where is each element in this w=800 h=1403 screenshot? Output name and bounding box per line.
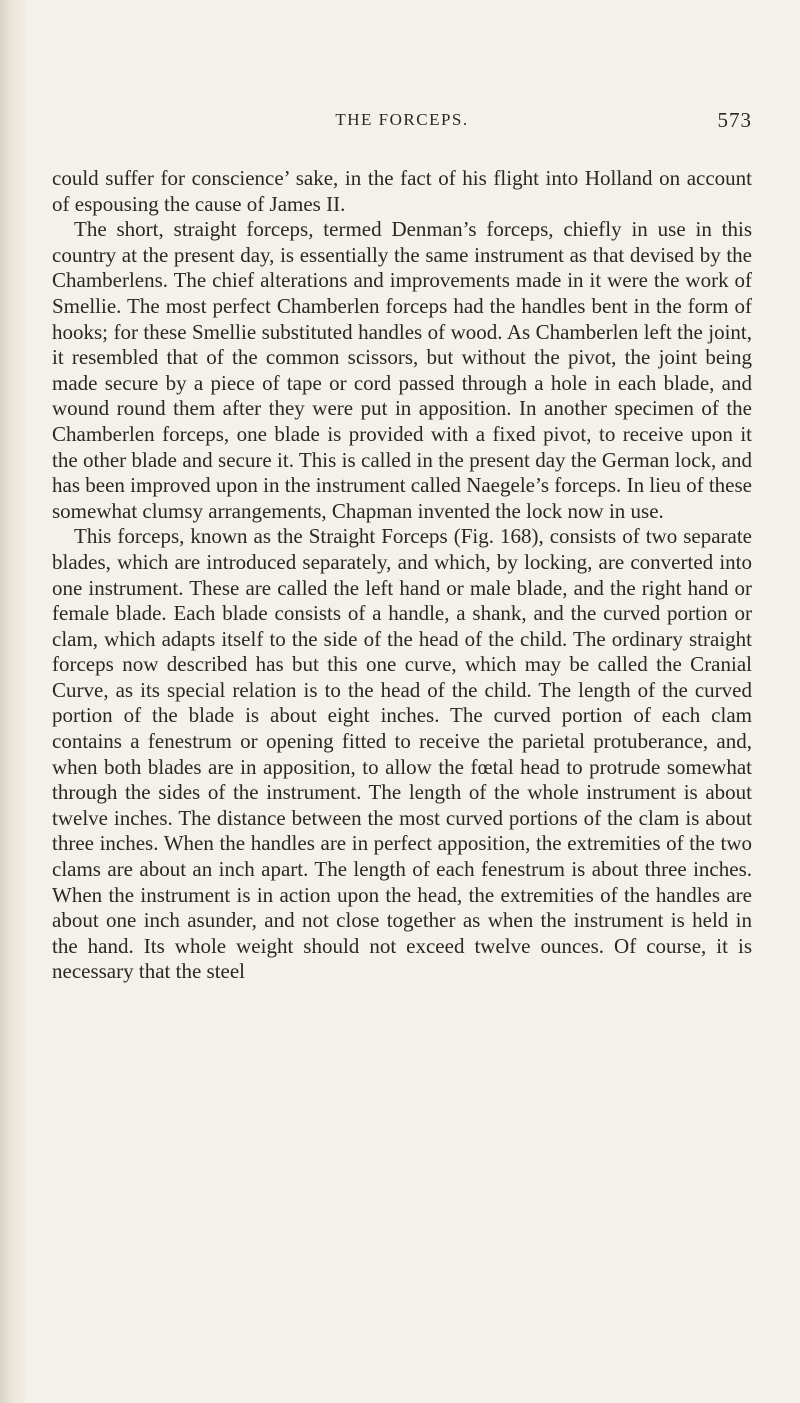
running-head	[52, 108, 752, 138]
body-text	[52, 166, 752, 985]
paragraph-2: The short, straight forceps, termed Denman’s forceps, chiefly in use in this country at the present day, is essentially the same instrument as that devised by the Chamberlens. The chief alterations and improvements made in it were the work of Smellie. The most perfect Chamberlen forceps had the handles bent in the form of hooks; for these Smellie substituted handles of wood. As Chamberlen left the joint, it resembled that of the common scissors, but without the pivot, the joint being made secure by a piece of tape or cord passed through a hole in each blade, and wound round them after they were put in apposition. In another specimen of the Chamberlen forceps, one blade is provided with a fixed pivot, to receive upon it the other blade and secure it. This is called in the present day the German lock, and has been improved upon in the instrument called Naegele’s forceps. In lieu of these somewhat clumsy arrangements, Chapman invented the lock now in use.	[52, 217, 752, 523]
page-number: 573	[717, 108, 752, 132]
paragraph-1: could suffer for conscience’ sake, in the fact of his flight into Holland on account of espousing the cause of James II.	[52, 166, 752, 216]
page-gutter-shadow	[0, 0, 28, 1403]
running-title: THE FORCEPS.	[335, 110, 469, 129]
book-page	[52, 108, 752, 985]
paragraph-3: This forceps, known as the Straight Forceps (Fig. 168), consists of two separate blades, which are introduced separately, and which, by locking, are converted into one instrument. These are called the left hand or male blade, and the right hand or female blade. Each blade consists of a handle, a shank, and the curved portion or clam, which adapts itself to the side of the head of the child. The ordinary straight forceps now described has but this one curve, which may be called the Cranial Curve, as its special relation is to the head of the child. The length of the curved portion of the blade is about eight inches. The curved portion of each clam contains a fenestrum or opening fitted to receive the parietal protuberance, and, when both blades are in apposition, to allow the fœtal head to protrude somewhat through the sides of the instrument. The length of the whole instrument is about twelve inches. The distance between the most curved portions of the clam is about three inches. When the handles are in perfect apposition, the extremities of the two clams are about an inch apart. The length of each fenestrum is about three inches. When the instrument is in action upon the head, the extremities of the handles are about one inch asunder, and not close together as when the instrument is held in the hand. Its whole weight should not exceed twelve ounces. Of course, it is necessary that the steel	[52, 524, 752, 984]
